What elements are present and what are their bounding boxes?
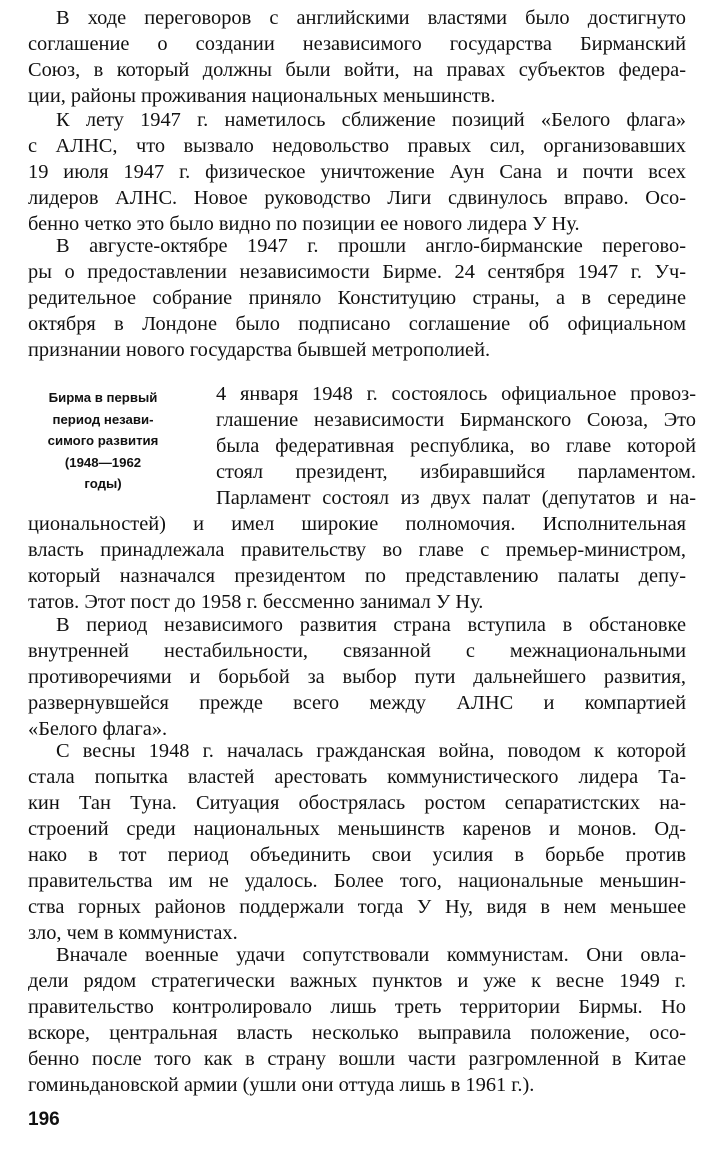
text-line: бенно четко это было видно по позиции ее нового лидера У Ну.	[28, 213, 580, 235]
text-line: зло, чем в коммунистах.	[28, 922, 238, 944]
margin-heading-line: симого развития	[47, 433, 159, 448]
text-line: В период независимого развития страна вступила в обстановке	[56, 614, 686, 636]
margin-heading-line: (1948—1962	[64, 454, 142, 470]
text-line: кин Тан Туна. Ситуация обострялась ростом сепаратистских на-	[28, 792, 686, 814]
text-line: с АЛНС, что вызвало недовольство правых сил, организовавших	[28, 135, 686, 157]
text-line: вскоре, центральная власть несколько выправила положение, осо-	[28, 1022, 686, 1044]
text-line: соглашение о создании независимого государства Бирманский	[28, 33, 686, 55]
text-line: стоял президент, избиравшийся парламентом.	[216, 461, 696, 483]
page-number: 196	[28, 1109, 60, 1130]
text-line: В ходе переговоров с английскими властями было достигнуто	[56, 7, 686, 29]
margin-heading-line: Бирма в первый	[48, 390, 158, 405]
paragraph-6	[28, 738, 686, 946]
paragraph-1	[28, 5, 686, 109]
text-line: развернувшейся прежде всего между АЛНС и компартией	[28, 692, 686, 714]
text-line: противоречиями и борьбой за выбор пути дальнейшего развития,	[28, 666, 686, 688]
text-line: гоминьдановской армии (ушли они оттуда лишь в 1961 г.).	[28, 1074, 535, 1096]
paragraph-5	[28, 612, 686, 742]
text-line: бенно после того как в страну вошли части разгромленной в Китае	[28, 1048, 686, 1070]
text-line: который назначался президентом по представлению палаты депу-	[28, 565, 686, 587]
text-line: 19 июля 1947 г. физическое уничтожение Аун Сана и почти всех	[28, 161, 686, 183]
margin-heading-line: период незави-	[52, 411, 154, 427]
text-line: ции, районы проживания национальных меньшинств.	[28, 85, 496, 107]
text-line: власть принадлежала правительству во главе с премьер-министром,	[28, 539, 686, 561]
text-line: Вначале военные удачи сопутствовали коммунистам. Они овла-	[56, 944, 686, 966]
text-line: стала попытка властей арестовать коммунистического лидера Та-	[28, 766, 686, 788]
text-line: дели рядом стратегически важных пунктов и уже к весне 1949 г.	[28, 970, 686, 992]
paragraph-2	[28, 107, 686, 237]
text-line: октября в Лондоне было подписано соглашение об официальном	[28, 313, 686, 335]
text-line: ства горных районов поддержали тогда У Ну, видя в нем меньшее	[28, 896, 686, 918]
text-line: «Белого флага».	[28, 718, 168, 740]
text-line: лидеров АЛНС. Новое руководство Лиги сдвинулось вправо. Осо-	[28, 187, 686, 209]
paragraph-3	[28, 233, 686, 363]
text-line: С весны 1948 г. началась гражданская война, поводом к которой	[56, 740, 686, 762]
text-line: была федеративная республика, во главе которой	[216, 435, 696, 457]
text-line: К лету 1947 г. наметилось сближение позиций «Белого флага»	[56, 109, 686, 131]
text-line: строений среди национальных меньшинств каренов и монов. Од-	[28, 818, 686, 840]
paragraph-4	[28, 381, 696, 615]
text-line: внутренней нестабильности, связанной с межнациональными	[28, 640, 686, 662]
margin-heading-line: годы)	[84, 476, 122, 491]
text-line: татов. Этот пост до 1958 г. бессменно занимал У Ну.	[28, 591, 484, 613]
text-line: глашение независимости Бирманского Союза, Это	[216, 409, 696, 431]
text-line: ры о предоставлении независимости Бирме. 24 сентября 1947 г. Уч-	[28, 261, 686, 283]
text-line: Парламент состоял из двух палат (депутатов и на-	[216, 487, 696, 509]
text-line: нако в тот период объединить свои усилия в борьбе против	[28, 844, 686, 866]
text-line: 4 января 1948 г. состоялось официальное провоз-	[216, 383, 696, 405]
text-line: В августе-октябре 1947 г. прошли англо-бирманские перегово-	[56, 235, 686, 257]
text-line: правительства им не удалось. Более того, национальные меньшин-	[28, 870, 686, 892]
text-line: признании нового государства бывшей метрополией.	[28, 339, 491, 361]
text-line: правительство контролировало лишь треть территории Бирмы. Но	[28, 996, 686, 1018]
text-line: редительное собрание приняло Конституцию страны, а в середине	[28, 287, 686, 309]
text-line: циональностей) и имел широкие полномочия. Исполнительная	[28, 513, 686, 535]
text-line: Союз, в который должны были войти, на правах субъектов федера-	[28, 59, 686, 81]
paragraph-7	[28, 942, 686, 1098]
